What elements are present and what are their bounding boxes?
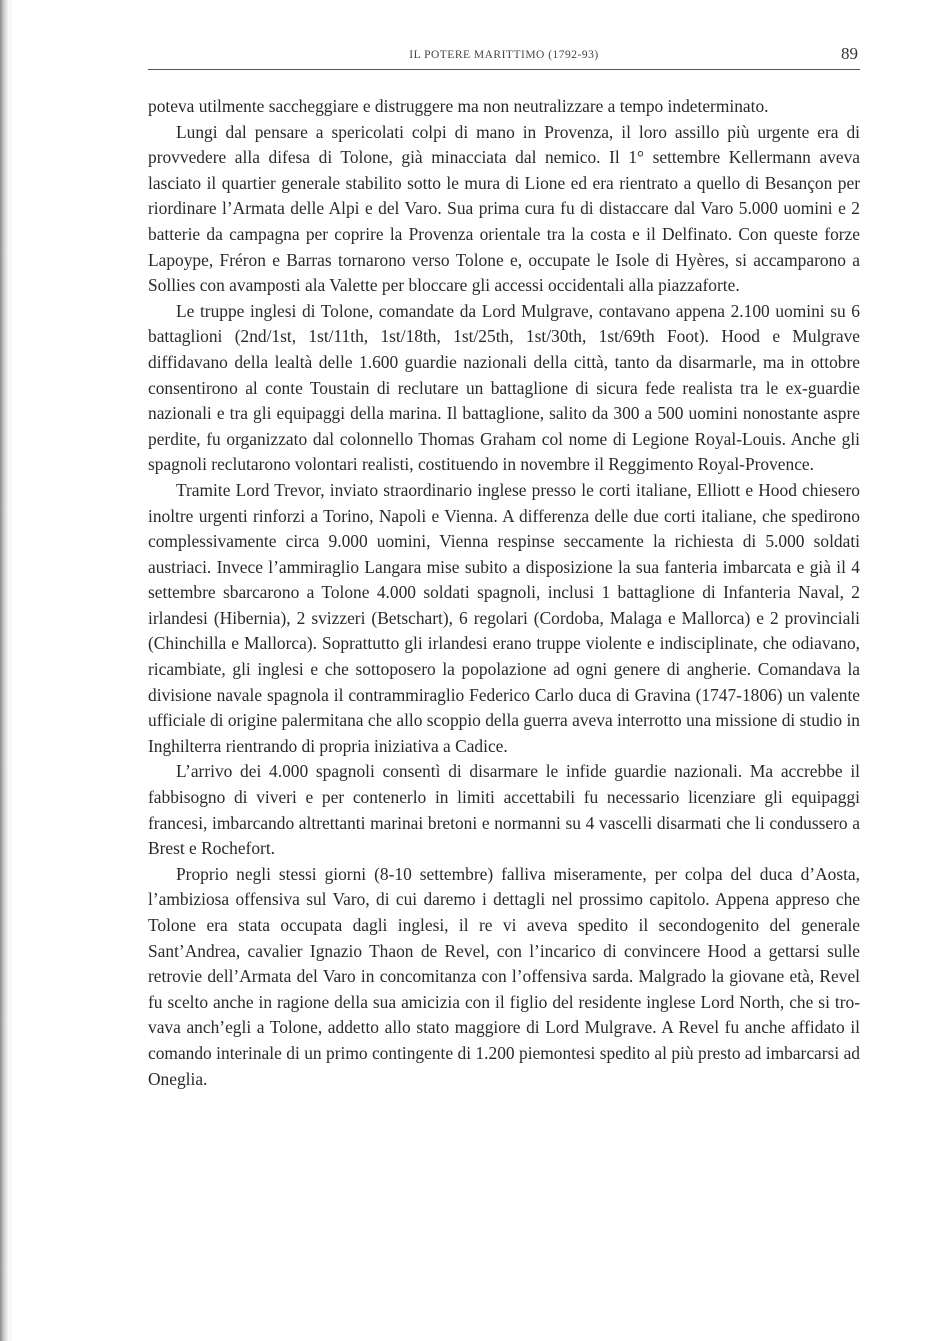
header-rule	[148, 69, 860, 70]
running-title: IL POTERE MARITTIMO (1792-93)	[409, 49, 599, 61]
page-number: 89	[841, 44, 858, 63]
page-binding-margin	[8, 0, 12, 1341]
paragraph-spanish-arrival: L’arrivo dei 4.000 spagnoli consentì di disarmare le infide guardie nazionali. Ma accrebbe il fabbisogno di viveri e per contenerlo in limiti accettabili fu necessario licenziare gli equipaggi francesi, imbarcando altrettanti marinai bretoni e normanni su 4 vascelli disarmati che li condussero a Brest e Rochefort.	[148, 761, 860, 859]
paragraph-continuation: poteva utilmente saccheggiare e distruggere ma non neutralizzare a tempo indeterminato.	[148, 96, 769, 116]
running-head	[148, 44, 860, 66]
page-binding-shadow	[0, 0, 8, 1341]
body-text	[148, 94, 860, 1092]
paragraph-var-offensive: Proprio negli stessi giorni (8-10 settembre) falliva miseramente, per colpa del duca d’Aosta, l’ambiziosa offensiva sul Varo, di cui daremo i dettagli nel prossimo capitolo. Appena appreso che Tolone era stata occupata dagli inglesi, il re vi aveva spedito il secondogenito del generale Sant’Andrea, cavalier Ignazio Thaon de Revel, con l’incarico di convincere Hood a gettarsi sulle retrovie dell’Armata del Varo in concomitanza con l’offensiva sarda. Malgrado la giovane età, Revel fu scelto anche in ragione della sua amicizia con il figlio del residente inglese Lord North, che si trovava anch’egli a Tolone, addetto allo stato maggiore di Lord Mulgrave. A Revel fu anche affidato il comando interinale di un primo contingente di 1.200 piemontesi spedito al più presto ad imbarcarsi ad Oneglia.	[148, 863, 860, 1089]
paragraph-british-troops: Le truppe inglesi di Tolone, comandate da Lord Mulgrave, contavano appena 2.100 uomini su 6 battaglioni (2nd/1st, 1st/11th, 1st/18th, 1st/25th, 1st/30th, 1st/69th Foot). Hood e Mulgrave diffidavano della lealtà delle 1.600 guardie nazionali della città, tanto da disarmarle, ma in ottobre consentirono al conte Toustain di reclutare un battaglione di sicura fede realista tra le ex-guardie nazionali e tra gli equipaggi della marina. Il battaglione, salito da 300 a 500 uomini nonostante aspre perdite, fu organizzato dal colonnello Thomas Graham col nome di Legione Royal-Louis. Anche gli spagnoli reclutarono volontari realisti, costituendo in novembre il Reggimento Royal-Provence.	[148, 300, 860, 475]
paragraph-reinforcements: Tramite Lord Trevor, inviato straordinario inglese presso le corti italiane, Elliott e Hood chiesero inoltre urgenti rinforzi a Torino, Napoli e Vienna. A differenza delle due corti italiane, che spedirono complessivamente circa 9.000 uomini, Vienna respinse seccamente la richiesta di 5.000 soldati austriaci. Invece l’ammiraglio Langara mise subito a disposizione la sua fanteria imbarcata e già il 4 settembre sbarcarono a Tolone 4.000 soldati spagnoli, inclusi 1 battaglione di Infanteria Naval, 2 irlandesi (Hibernia), 2 svizzeri (Betschart), 6 regolari (Cordoba, Malaga e Mallorca) e 2 provinciali (Chinchilla e Mallorca). Soprattutto gli irlandesi erano truppe violente e indisciplinate, che odiavano, ricambiate, gli inglesi e che sottoposero la popolazione ad ogni genere di angherie. Comandava la divisione navale spagnola il contrammiraglio Federico Carlo duca di Gravina (1747-1806) un valente ufficiale di origine palermitana che allo scoppio della guerra aveva interrotto una missione di studio in Inghilterra rientrando di propria iniziativa a Cadice.	[148, 479, 860, 756]
paragraph-provence-defense: Lungi dal pensare a spericolati colpi di mano in Provenza, il loro assillo più urgente era di provvedere alla difesa di Tolone, già minacciata dal nemico. Il 1° settembre Kellermann aveva lasciato il quartier generale stabilito sotto le mura di Lione ed era rientrato a quello di Besançon per riordinare l’Armata delle Alpi e del Varo. Sua prima cura fu di distaccare dal Varo 5.000 uomini e 2 batterie da campagna per coprire la Provenza orientale tra la costa e il Delfinato. Con queste forze Lapoype, Fréron e Barras tornarono verso Tolone e, occupate le Isole di Hyères, si accamparono a Sollies con avamposti ala Valette per bloccare gli accessi occidentali alla piazzaforte.	[148, 121, 860, 296]
